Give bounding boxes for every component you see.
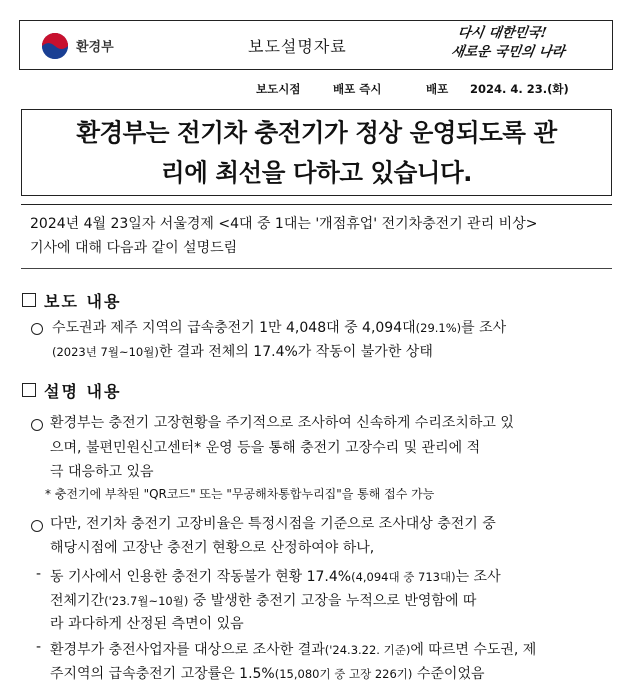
slogan-line1: 다시 대한민국! bbox=[456, 25, 548, 41]
sub-text: 수준이었음 bbox=[412, 666, 485, 682]
sub-item1-line3: 라 과다하게 산정된 측면이 있음 bbox=[50, 616, 244, 632]
sub-text: 전체기간 bbox=[50, 593, 105, 609]
article-line1: 2024년 4월 23일자 서울경제 <4대 중 1대는 '개점휴업' 전기차충전기 관리 비상> bbox=[30, 216, 538, 232]
article-reference bbox=[30, 212, 610, 260]
headline-line2: 리에 최선을 다하고 있습니다. bbox=[161, 157, 472, 187]
bullet-circle-icon bbox=[31, 323, 43, 335]
report-period: (2023년 7월~10월) bbox=[52, 345, 159, 359]
sub-item1-line2 bbox=[50, 590, 610, 613]
explain-item1-line2: 으며, 불편민원신고센터* 운영 등을 통해 충전기 고장수리 및 관리에 적 bbox=[50, 440, 481, 456]
article-divider-top bbox=[21, 204, 612, 205]
report-item-line1 bbox=[52, 317, 608, 340]
release-timing-label: 보도시점 bbox=[256, 82, 301, 96]
sub-text: 환경부가 충전사업자를 대상으로 조사한 결과 bbox=[50, 642, 325, 658]
release-timing-value: 배포 즉시 bbox=[333, 82, 382, 96]
release-date: 2024. 4. 23.(화) bbox=[470, 82, 569, 96]
sub-text: 중 발생한 충전기 고장을 누적으로 반영함에 따 bbox=[188, 593, 477, 609]
sub-item2-line1 bbox=[50, 639, 610, 662]
sub-period: ('23.7월~10월) bbox=[104, 594, 189, 608]
explain-item2-line1: 다만, 전기차 충전기 고장비율은 특정시점을 기준으로 조사대상 충전기 중 bbox=[50, 516, 496, 532]
section-checkbox-icon bbox=[22, 383, 36, 397]
ministry-logo-text: 환경부 bbox=[76, 40, 114, 55]
sub-count: (4,094대 중 713대) bbox=[351, 570, 456, 584]
explain-item1-line3: 극 대응하고 있음 bbox=[50, 464, 154, 480]
slogan-line2: 새로운 국민의 나라 bbox=[449, 44, 566, 60]
explain-item1-line1: 환경부는 충전기 고장현황을 주기적으로 조사하여 신속하게 수리조치하고 있 bbox=[50, 415, 514, 431]
footnote: * 충전기에 부착된 "QR코드" 또는 "무공해차통합누리집"을 통해 접수 가능 bbox=[45, 487, 435, 501]
report-percent: (29.1%) bbox=[415, 321, 462, 335]
explain-item2-line2: 해당시점에 고장난 충전기 현황으로 산정하여야 하나, bbox=[50, 540, 375, 556]
sub-text: 동 기사에서 인용한 충전기 작동불가 현황 17.4% bbox=[50, 569, 352, 585]
ministry-emblem-icon bbox=[42, 33, 68, 59]
headline-box bbox=[21, 109, 612, 196]
report-text: 를 조사 bbox=[461, 320, 507, 336]
section-checkbox-icon bbox=[22, 293, 36, 307]
headline-line1: 환경부는 전기차 충전기가 정상 운영되도록 관 bbox=[76, 117, 557, 147]
headline bbox=[76, 113, 556, 193]
report-text: 수도권과 제주 지역의 급속충전기 1만 4,048대 중 4,094대 bbox=[52, 320, 416, 336]
explain-section-heading: 설명 내용 bbox=[44, 382, 122, 401]
sub-count: (15,080기 중 고장 226기) bbox=[274, 667, 413, 681]
dash-bullet-icon: - bbox=[36, 566, 42, 582]
report-item-line2 bbox=[52, 341, 608, 364]
bullet-circle-icon bbox=[31, 419, 43, 431]
dash-bullet-icon: - bbox=[36, 639, 42, 655]
release-date-label: 배포 bbox=[426, 82, 449, 96]
sub-text: 에 따르면 수도권, 제 bbox=[410, 642, 537, 658]
report-text: 한 결과 전체의 17.4%가 작동이 불가한 상태 bbox=[158, 344, 433, 360]
report-section-heading: 보도 내용 bbox=[44, 292, 122, 311]
bullet-circle-icon bbox=[31, 520, 43, 532]
sub-item2-line2 bbox=[50, 663, 610, 686]
article-divider-bottom bbox=[21, 268, 612, 269]
government-slogan bbox=[449, 24, 605, 66]
article-line2: 기사에 대해 다음과 같이 설명드림 bbox=[30, 240, 238, 256]
sub-item1-line1 bbox=[50, 566, 610, 589]
sub-text: 주지역의 급속충전기 고장률은 1.5% bbox=[50, 666, 275, 682]
sub-text: 는 조사 bbox=[455, 569, 501, 585]
document-type-title: 보도설명자료 bbox=[248, 37, 347, 56]
sub-date: ('24.3.22. 기준) bbox=[324, 643, 411, 657]
